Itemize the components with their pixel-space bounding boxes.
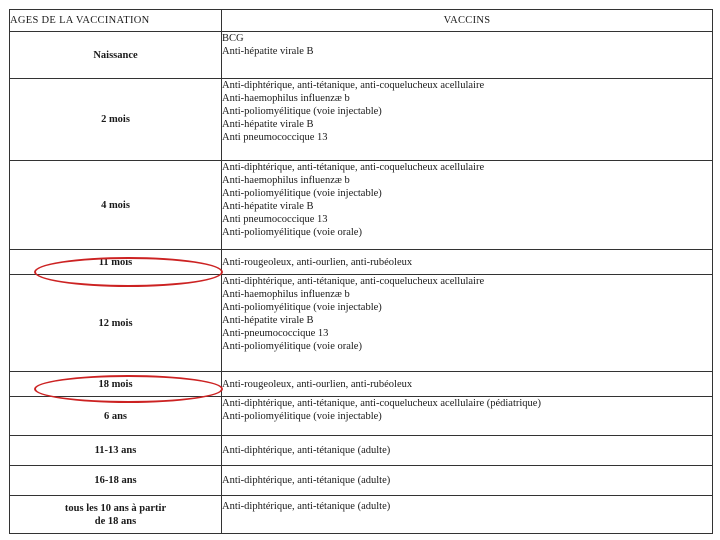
vaccins-cell: [222, 496, 713, 534]
age-cell: 16-18 ans: [10, 466, 222, 496]
vaccins-cell: [222, 275, 713, 372]
vaccins-cell: [222, 397, 713, 436]
table-row: [10, 161, 713, 250]
age-cell: 11-13 ans: [10, 436, 222, 466]
vaccins-cell: [222, 32, 713, 79]
vaccins-cell: [222, 79, 713, 161]
vaccine-line: Anti-diphtérique, anti-tétanique, anti-coquelucheux acellulaire: [222, 276, 485, 287]
age-cell: 2 mois: [10, 79, 222, 161]
vaccine-line: Anti-poliomyélitique (voie injectable): [222, 106, 382, 117]
vaccins-cell: [222, 466, 713, 496]
age-cell: [10, 496, 222, 534]
table-row: [10, 397, 713, 436]
vaccine-line: Anti-haemophilus influenzæ b: [222, 93, 350, 104]
table-row: [10, 32, 713, 79]
vaccination-table: [9, 9, 713, 534]
vaccine-line: Anti-rougeoleux, anti-ourlien, anti-rubéoleux: [222, 256, 413, 268]
header-ages: AGES DE LA VACCINATION: [10, 10, 222, 32]
vaccins-cell: [222, 250, 713, 275]
vaccine-line: Anti-hépatite virale B: [222, 201, 314, 212]
vaccine-line: Anti-pneumococcique 13: [222, 328, 329, 339]
vaccine-line: Anti-hépatite virale B: [222, 315, 314, 326]
age-cell: Naissance: [10, 32, 222, 79]
table-row: [10, 275, 713, 372]
table-row: [10, 250, 713, 275]
vaccine-line: Anti-poliomyélitique (voie orale): [222, 341, 362, 352]
table-row: [10, 372, 713, 397]
vaccine-line: Anti-poliomyélitique (voie injectable): [222, 302, 382, 313]
age-cell: 12 mois: [10, 275, 222, 372]
table-row: [10, 436, 713, 466]
vaccine-line: Anti-diphtérique, anti-tétanique, anti-coquelucheux acellulaire: [222, 80, 485, 91]
vaccine-line: Anti-diphtérique, anti-tétanique (adulte): [222, 501, 391, 512]
age-line: de 18 ans: [94, 515, 137, 527]
vaccine-line: Anti-hépatite virale B: [222, 119, 314, 130]
vaccine-line: Anti-rougeoleux, anti-ourlien, anti-rubéoleux: [222, 378, 413, 390]
age-line: tous les 10 ans à partir: [64, 502, 167, 514]
vaccine-line: Anti-hépatite virale B: [222, 46, 314, 57]
vaccine-line: Anti-diphtérique, anti-tétanique (adulte): [222, 445, 391, 456]
vaccine-line: BCG: [222, 33, 244, 44]
vaccine-line: Anti-poliomyélitique (voie injectable): [222, 188, 382, 199]
table-header-row: [10, 10, 713, 32]
vaccine-line: Anti-poliomyélitique (voie injectable): [222, 411, 382, 422]
vaccine-line: Anti-diphtérique, anti-tétanique (adulte): [222, 475, 391, 486]
vaccine-line: Anti pneumococcique 13: [222, 132, 328, 143]
vaccine-line: Anti-poliomyélitique (voie orale): [222, 227, 362, 238]
vaccine-line: Anti-diphtérique, anti-tétanique, anti-coquelucheux acellulaire (pédiatrique): [222, 398, 541, 409]
table-row: [10, 79, 713, 161]
vaccine-line: Anti-diphtérique, anti-tétanique, anti-coquelucheux acellulaire: [222, 162, 485, 173]
vaccine-line: Anti-haemophilus influenzæ b: [222, 175, 350, 186]
vaccine-line: Anti-haemophilus influenzæ b: [222, 289, 350, 300]
vaccine-line: Anti pneumococcique 13: [222, 214, 328, 225]
vaccins-cell: [222, 161, 713, 250]
age-cell: 18 mois: [10, 372, 222, 397]
table-row: [10, 466, 713, 496]
vaccins-cell: [222, 436, 713, 466]
vaccins-cell: [222, 372, 713, 397]
age-cell: 11 mois: [10, 250, 222, 275]
header-vaccins: VACCINS: [222, 10, 713, 32]
age-cell: 6 ans: [10, 397, 222, 436]
age-cell: 4 mois: [10, 161, 222, 250]
table-row: [10, 496, 713, 534]
